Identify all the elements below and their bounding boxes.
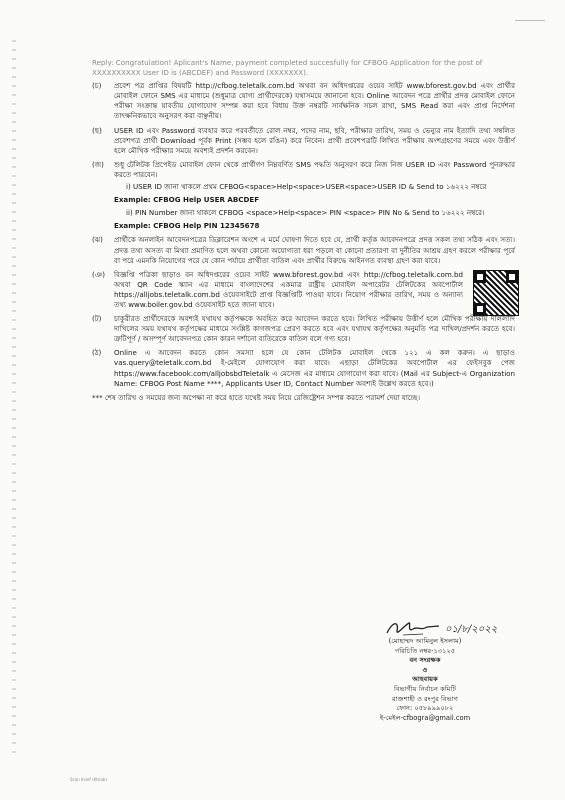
officer-id: পরিচিতি নম্বর-১৩১২৫ <box>394 646 456 655</box>
item-number: (ঞ) <box>92 269 106 279</box>
scan-edge-marks <box>12 40 16 760</box>
item-text: USER ID এবং Password ব্যবহার করে পরবর্তীতে রোল নম্বর, পদের নাম, ছবি, পরীক্ষার তারিখ, সময় ও ভেন্যুর নাম ইত্যাদি তথ্য সম্বলিত প্রবেশপত্র প্রার্থী Download পূর্বক Print (সম্ভব হলে রঙিন) করে নিবেন। প্রার্থী প্রবেশপত্রটি লিখিত পরীক্ষায় অংশগ্রহণের সময়ে এবং উত্তীর্ণ হলে মৌখিক পরীক্ষার সময়ে অবশ্যই প্রদর্শন করবেন। <box>114 125 515 155</box>
committee-name: বিভাগীয় নির্বাচন কমিটি <box>393 684 457 693</box>
signature-icon <box>383 617 443 639</box>
item-number: (জ) <box>92 159 104 169</box>
item-text: বিজ্ঞপ্তি পত্রিকা ছাড়াও বন অধিদপ্তরের ওয়েব সাইট www.bforest.gov.bd এবং http://cfbog.teletalk.com.bd অথবা QR Code স্ক্যান এর মাধ্যমে বাংলাদেশের একমাত্র রাষ্ট্রীয় মোবাইল অপারেটর টেলিটকের অবপোর্টাল https://alljobs.teletalk.com.bd ওয়েবসাইটে প্রাপ্ত বিজ্ঞপ্তিটি পাওয়া যাবে। নিয়োগ পরীক্ষার তারিখ, সময় ও অন্যান্য তথ্য www.boiler.gov.bd ওয়েবসাইট হতে জানা যাবে। <box>114 269 463 309</box>
item-nya <box>92 270 515 310</box>
signature-date: ০১/৮/২০২২ <box>445 624 498 635</box>
item-text: Online এ আবেদন করতে কোন সমস্যা হলে যে কোন টেলিটক মোবাইল থেকে ১২১ এ কল করুন। এ ছাড়াও vas.query@teletalk.com.bd ই-মেইলে যোগাযোগ করা যাবে। এছাড়া টেলিটকের অবপোর্টাল এর ফেইসবুক পেজ https://www.facebook.com/alljobsbdTeletalk এ মেসেজ এর মাধ্যমে যোগাযোগ করা যাবে। (Mail এর Subject-এ Organization Name: CFBOG Post Name ****, Applicants User ID, Contact Number অবশ্যই উল্লেখ করতে হবে।) <box>114 348 515 388</box>
officer-role: আহবায়ক <box>412 675 438 684</box>
officer-title: বন সংরক্ষক <box>409 656 441 665</box>
item-cha <box>92 81 515 121</box>
sms-step-2: ii) PIN Number জানা থাকলে CFBOG <space>Help<space> PIN <space> PIN No & Send to ১৬২২২ নম্বরে। <box>126 208 485 218</box>
item-number: (চ) <box>92 81 102 91</box>
item-ta <box>92 314 515 344</box>
registration-note: *** শেষ তারিখ ও সময়ের জন্য অপেক্ষা না করে হাতে যথেষ্ট সময় নিয়ে রেজিষ্ট্রেশন সম্পন্ন করতে পরামর্শ দেয়া যাচ্ছে। <box>92 392 421 402</box>
item-text: প্রার্থীকে অনলাইন আবেদনপত্রের ডিক্লারেশন অংশে এ মর্মে ঘোষণা দিতে হবে যে, প্রার্থী কর্তৃক আবেদনপত্রে প্রদত্ত সকল তথ্য সঠিক এবং সত্য। প্রদত্ত তথ্য অসত্য বা মিথ্যা প্রমাণিত হলে অথবা কোনো অযোগ্যতা ধরা পড়লে বা কোনো প্রতারণা বা দুর্নীতির আশ্রয় গ্রহণ করলে পরীক্ষার পূর্বে বা পরে এমনকি নিয়োগের পরে যে কোন পর্যায়ে প্রার্থীতা বাতিল এবং প্রার্থীর বিরুদ্ধে আইনগত ব্যবস্থা গ্রহণ করা যাবে। <box>114 235 515 265</box>
item-number: (ট) <box>92 314 102 324</box>
sms-example-2: Example: CFBOG Help PIN 12345678 <box>114 221 260 231</box>
item-chha <box>92 126 515 156</box>
item-jha <box>92 235 515 265</box>
item-number: (ছ) <box>92 125 102 135</box>
scanner-footer: Scan Itself (Ktnab) <box>70 777 107 782</box>
phone-number: ফোন: ০৫৮৯৯৯০৮২ <box>396 704 454 713</box>
signature-block <box>330 637 520 723</box>
sms-step-1: i) USER ID জানা থাকলে প্রথম CFBOG<space>Help<space>USER<space>USER ID & Send to ১৬২২২ নম্বরে <box>126 182 487 192</box>
conjunction: ও <box>422 665 428 674</box>
item-ja <box>92 160 515 232</box>
officer-name: (মোহাম্মদ আমিনুল ইসলাম) <box>388 637 462 645</box>
sms-example-1: Example: CFBOG Help USER ABCDEF <box>114 195 260 205</box>
email-address: ই-মেইল-cfbogra@gmail.com <box>379 713 471 722</box>
item-number: (ঝ) <box>92 235 103 245</box>
item-tha <box>92 348 515 388</box>
item-text: শুধু টেলিটক প্রিপেইড মোবাইল ফোন থেকে প্রার্থীগণ নিম্নবর্ণিত SMS পদ্ধতি অনুসরণ করে নিজ নিজ USER ID এবং Password পুনরুদ্ধার করতে পারবেন। <box>114 159 515 179</box>
item-text: চাকুরীরত প্রার্থীদেরকে অবশ্যই যথাযথ কর্তৃপক্ষকে অবহিত করে আবেদন করতে হবে। লিখিত পরীক্ষায় উত্তীর্ণ হলে মৌখিক পরীক্ষায় দলিলাদি দাখিলের সময় যথাযথ কর্তৃপক্ষের মাধ্যমে সংশ্লিষ্ট কাগজপত্র প্রেরণ করতে হবে এবং যথাযথ কর্তৃপক্ষের অনুমতি পত্র দাখিল/প্রদর্শন করতে হবে। ত্রুটিপূর্ণ / অসম্পূর্ণ আবেদনপত্র কোন কারন দর্শানো ব্যতিরেকে বাতিল বলে গণ্য হবে। <box>114 314 515 344</box>
qr-code-icon[interactable] <box>473 270 519 316</box>
item-number: (ঠ) <box>92 348 102 358</box>
reply-sample-text: Reply: Congratulation! Aplicant's Name, payment completed succesfully for CFBOG Application for the post of XXXXXXXXXX User ID is (ABCDEF) and Password (XXXXXXX). <box>92 58 483 78</box>
item-text: প্রবেশ পত্র প্রাপ্তির বিষয়টি http://cfbog.teletalk.com.bd অথবা বন অধিদপ্তরের ওয়েব সাইট www.bforest.gov.bd এবং প্রার্থীর মোবাইল ফোনে SMS এর মাধ্যমে (শুধুমাত্র যোগ্য প্রার্থীদেরকে) যথাসময়ে জানানো হবে। Online আবেদন পত্রে প্রার্থীর প্রদত্ত মোবাইল ফোনে পরীক্ষা সংক্রান্ত যাবতীয় যোগাযোগ সম্পন্ন করা হবে বিধায় উক্ত নম্বরটি সার্বক্ষনিক সচল রাখা, SMS Read করা এবং প্রাপ্ত নির্দেশনা তাৎক্ষনিকভাবে অনুসরণ করা বাঞ্ছনীয়। <box>114 81 515 121</box>
division-name: রাজশাহী ও রংপুর বিভাগ <box>392 694 458 703</box>
top-rule <box>515 20 545 21</box>
